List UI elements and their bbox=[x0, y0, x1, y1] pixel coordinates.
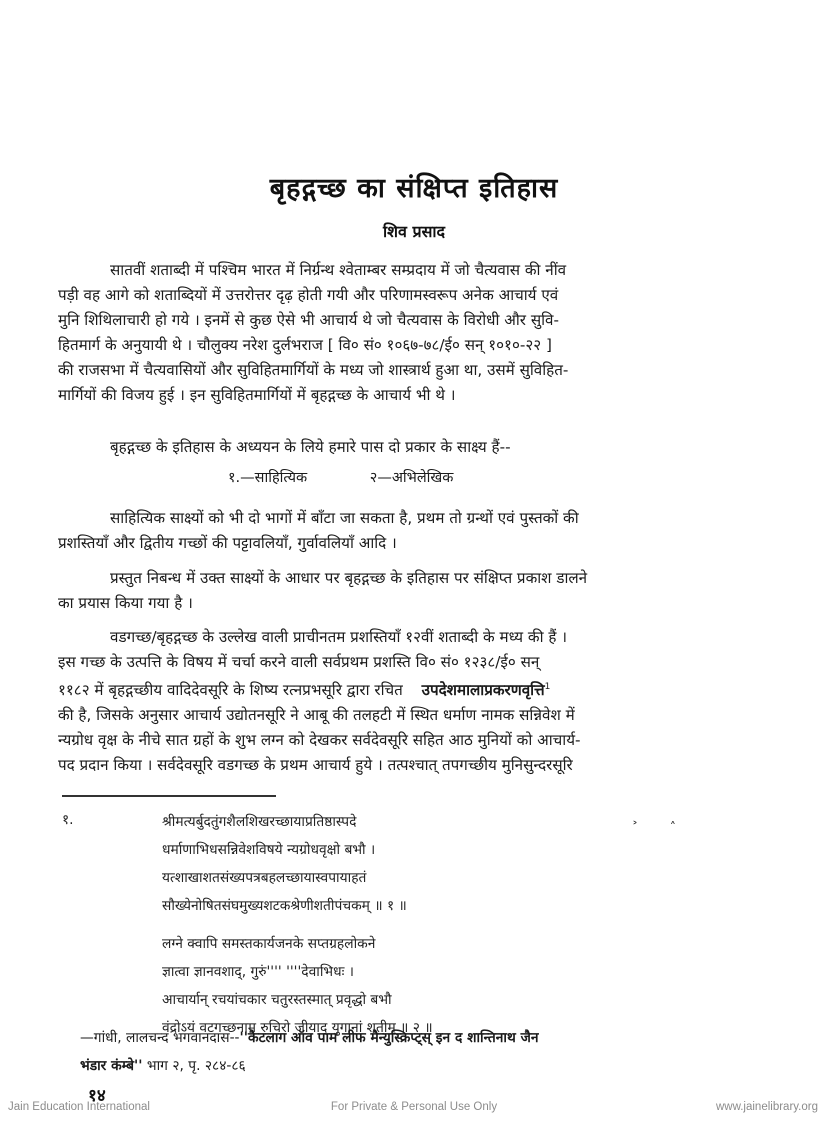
emphasized-work-title: उपदेशमालाप्रकरणवृत्ति bbox=[421, 681, 545, 700]
text-segment: ११८२ में बृहद्गच्छीय वादिदेवसूरि के शिष्य रत्नप्रभसूरि द्वारा रचित bbox=[58, 681, 403, 700]
footnote-citation bbox=[80, 1024, 780, 1080]
author-name: शिव प्रसाद bbox=[382, 222, 446, 241]
footnote-divider bbox=[62, 795, 276, 797]
footer-usage-notice: For Private & Personal Use Only bbox=[330, 1101, 498, 1113]
text-line: की राजसभा में चैत्यवासियों और सुविहितमार्गियों के मध्य जो शास्त्रार्थ हुआ था, उसमें सुविहित- bbox=[58, 361, 569, 379]
verse-line: धर्माणाभिधसन्निवेशविषये न्यग्रोधवृक्षो बभौ । bbox=[162, 842, 376, 858]
text-line: बृहद्गच्छ के इतिहास के अध्ययन के लिये हमारे पास दो प्रकार के साक्ष्य हैं-- bbox=[110, 438, 511, 456]
citation-title: ''कैटलाग ऑव पाम लीफ मैन्युस्क्रिप्ट्स् इन द शान्तिनाथ जैन bbox=[239, 1030, 539, 1046]
paragraph-1 bbox=[58, 258, 770, 408]
paragraph-4 bbox=[58, 566, 770, 616]
source-epigraphic: २—अभिलेखिक bbox=[369, 470, 454, 486]
paragraph-2 bbox=[58, 435, 770, 460]
text-line: प्रस्तुत निबन्ध में उक्त साक्ष्यों के आधार पर बृहद्गच्छ के इतिहास पर संक्षिप्त प्रकाश डालने bbox=[110, 569, 588, 587]
citation-title-end: भंडार कंम्बे'' bbox=[80, 1058, 143, 1074]
page-number: १४ bbox=[88, 1086, 106, 1106]
text-line: पद प्रदान किया । सर्वदेवसूरि वडगच्छ के प्रथम आचार्य हुये । तत्पश्चात् तपगच्छीय मुनिसुन्दरसूरि bbox=[58, 756, 573, 775]
paragraph-5 bbox=[58, 625, 770, 778]
verse-line: वंद्रोऽयं वटगच्छनाम रुचिरो जीयाद् युगानां शतीम् ॥ २ ॥ bbox=[162, 1020, 433, 1036]
text-line: मुनि शिथिलाचारी हो गये । इनमें से कुछ ऐसे भी आचार्य थे जो चैत्यवास के विरोधी और सुवि- bbox=[58, 311, 559, 329]
footnote-ref[interactable]: 1 bbox=[544, 682, 551, 692]
text-line: साहित्यिक साक्ष्यों को भी दो भागों में बाँटा जा सकता है, प्रथम तो ग्रन्थों एवं पुस्तकों की bbox=[110, 509, 579, 527]
text-line: इस गच्छ के उत्पत्ति के विषय में चर्चा करने वाली सर्वप्रथम प्रशस्ति वि० सं० १२३८/ई० सन् bbox=[58, 653, 540, 671]
text-line: प्रशस्तियाँ और द्वितीय गच्छों की पट्टावलियाँ, गुर्वावलियाँ आदि । bbox=[58, 534, 397, 552]
text-line: सातवीं शताब्दी में पश्चिम भारत में निर्ग्रन्थ श्वेताम्बर सम्प्रदाय में जो चैत्यवास की नींव bbox=[110, 261, 567, 279]
verse-line: लग्ने क्वापि समस्तकार्यजनके सप्तग्रहलोकने bbox=[162, 936, 376, 952]
footer-website-link[interactable]: www.jainelibrary.org bbox=[715, 1101, 818, 1113]
text-line: की है, जिसके अनुसार आचार्य उद्योतनसूरि ने आबू की तलहटी में स्थित धर्माण नामक सन्निवेश में bbox=[58, 706, 575, 725]
verse-line: ज्ञात्वा ज्ञानवशाद्, गुरुं'''' ''''देवाभिधः । bbox=[162, 964, 354, 980]
verse-line: सौख्येनोषितसंघमुख्यशटकश्रेणीशतीपंचकम् ॥ १ ॥ bbox=[162, 898, 407, 914]
text-line: न्यग्रोध वृक्ष के नीचे सात ग्रहों के शुभ लग्न को देखकर सर्वदेवसूरि सहित आठ मुनियों को आचार्य- bbox=[58, 731, 581, 750]
text-line: का प्रयास किया गया है । bbox=[58, 594, 193, 612]
text-line: मार्गियों की विजय हुई । इन सुविहितमार्गियों में बृहद्गच्छ के आचार्य भी थे । bbox=[58, 386, 456, 404]
verse-line: श्रीमत्यर्बुदतुंगशैलशिखरच्छायाप्रतिष्ठास्पदे bbox=[162, 814, 357, 830]
footer-publisher: Jain Education International bbox=[8, 1101, 150, 1113]
paragraph-3 bbox=[58, 506, 770, 556]
footnote-number: १. bbox=[62, 812, 74, 828]
citation-pages: भाग २, पृ. २८४-८६ bbox=[142, 1058, 246, 1074]
verse-line: यत्शाखाशतसंख्यपत्रबहलच्छायास्वपायाहतं bbox=[162, 870, 367, 886]
source-literary: १.—साहित्यिक bbox=[228, 470, 308, 486]
citation-author: —गांधी, लालचन्द भगवानदास-- bbox=[80, 1030, 240, 1046]
page-footer bbox=[0, 1101, 828, 1119]
article-title: बृहद्गच्छ का संक्षिप्त इतिहास bbox=[269, 173, 559, 204]
text-line: पड़ी वह आगे को शताब्दियों में उत्तरोत्तर दृढ़ होती गयी और परिणामस्वरूप अनेक आचार्य एवं bbox=[58, 286, 559, 304]
text-line: वडगच्छ/बृहद्गच्छ के उल्लेख वाली प्राचीनतम प्रशस्तियाँ १२वीं शताब्दी के मध्य की हैं । bbox=[110, 628, 567, 646]
scan-artifact: ˃ ˄ bbox=[632, 820, 690, 834]
verse-line: आचार्यान् रचयांचकार चतुरस्तस्मात् प्रवृद्धो बभौ bbox=[162, 992, 392, 1008]
text-line bbox=[58, 675, 770, 703]
sanskrit-verses bbox=[162, 808, 433, 1042]
sources-list bbox=[228, 467, 511, 487]
text-line: हितमार्ग के अनुयायी थे । चौलुक्य नरेश दुर्लभराज [ वि० सं० १०६७-७८/ई० सन् १०१०-२२ ] bbox=[58, 336, 552, 354]
